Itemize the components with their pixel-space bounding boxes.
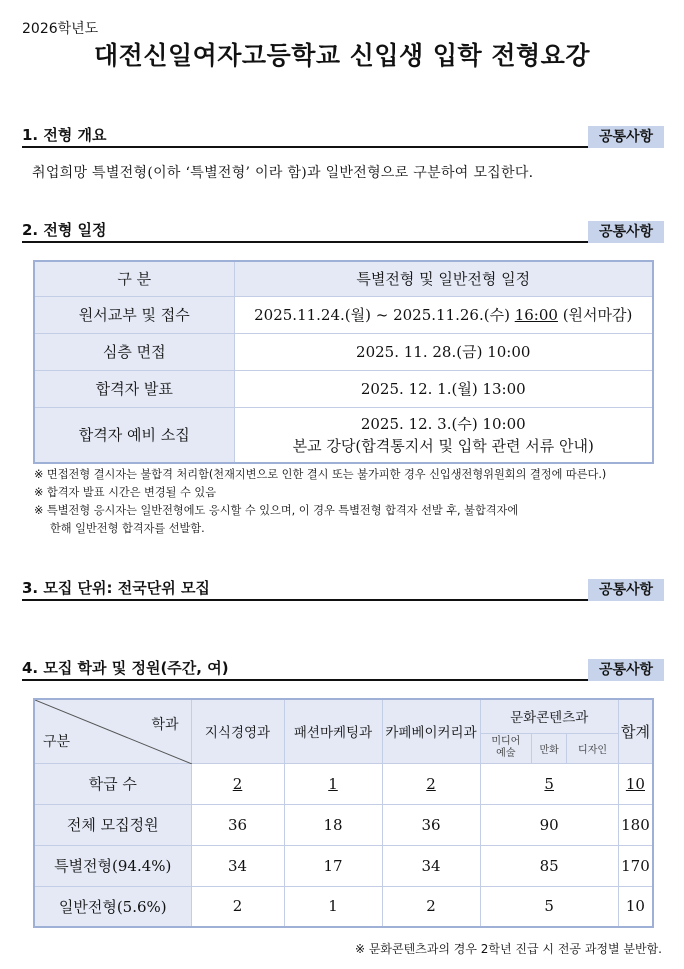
dept-header: 카페베이커리과: [382, 699, 480, 763]
deadline-note: (원서마감): [557, 306, 633, 324]
deadline-time: 16:00: [514, 306, 558, 324]
date-range: 2025.11.24.(월) ~ 2025.11.26.(수): [254, 306, 515, 324]
common-badge: 공통사항: [588, 579, 664, 601]
table-cell: 17: [284, 845, 382, 886]
table-row: [34, 370, 653, 407]
culture-header: 문화콘텐츠과: [480, 699, 618, 733]
section-divider: [22, 241, 664, 243]
table-cell: 2: [191, 763, 284, 804]
header-cell: 특별전형 및 일반전형 일정: [234, 261, 653, 296]
total-header: 합계: [618, 699, 653, 763]
table-row: [34, 845, 653, 886]
row-label: 전체 모집정원: [34, 804, 191, 845]
row-value: 2025. 11. 28.(금) 10:00: [234, 333, 653, 370]
header-cell: 구 분: [34, 261, 234, 296]
table-cell: 2: [382, 886, 480, 927]
table-cell: 85: [480, 845, 618, 886]
common-badge: 공통사항: [588, 221, 664, 243]
section-divider: [22, 599, 664, 601]
section-4-header: [22, 659, 664, 681]
table-row: [34, 763, 653, 804]
row-label: 심층 면접: [34, 333, 234, 370]
row-label: 특별전형(94.4%): [34, 845, 191, 886]
table-header-row: [34, 699, 653, 733]
sub-header: 만화: [532, 733, 567, 763]
section-3-title: 3. 모집 단위: 전국단위 모집: [22, 579, 210, 597]
corner-top-label: 학과: [151, 717, 179, 733]
section-2-title: 2. 전형 일정: [22, 221, 107, 239]
table-cell: 5: [480, 886, 618, 927]
row-label: 일반전형(5.6%): [34, 886, 191, 927]
sub-header: 디자인: [567, 733, 619, 763]
common-badge: 공통사항: [588, 659, 664, 681]
table-cell: 2: [191, 886, 284, 927]
sub-header: 미디어 예술: [480, 733, 532, 763]
footnote: ※ 문화콘텐츠과의 경우 2학년 진급 시 전공 과정별 분반함.: [354, 942, 662, 956]
section-2-header: [22, 221, 664, 243]
table-cell: 18: [284, 804, 382, 845]
table-cell: 1: [284, 763, 382, 804]
year-label: 2026학년도: [22, 21, 99, 37]
section-3-header: [22, 579, 664, 601]
corner-bottom-label: 구분: [43, 733, 71, 750]
department-table: [33, 698, 654, 928]
section-divider: [22, 679, 664, 681]
table-row: [34, 886, 653, 927]
table-row: [34, 333, 653, 370]
note-item: ※ 면접전형 결시자는 불합격 처리함(천재지변으로 인한 결시 또는 불가피한 경우 신입생전형위원회의 결정에 따른다.): [34, 468, 607, 481]
table-cell: 34: [382, 845, 480, 886]
row-label: 합격자 발표: [34, 370, 234, 407]
row-value: [234, 407, 653, 463]
table-cell: 36: [382, 804, 480, 845]
orientation-time: 2025. 12. 3.(수) 10:00: [360, 414, 526, 433]
schedule-table: [33, 260, 654, 464]
table-cell: 90: [480, 804, 618, 845]
dept-header: 지식경영과: [191, 699, 284, 763]
table-cell: 5: [480, 763, 618, 804]
note-item: ※ 특별전형 응시자는 일반전형에도 응시할 수 있으며, 이 경우 특별전형 합격자 선발 후, 불합격자에: [34, 504, 519, 517]
note-item: ※ 합격자 발표 시간은 변경될 수 있음: [34, 486, 217, 499]
table-cell: 1: [284, 886, 382, 927]
table-cell: 36: [191, 804, 284, 845]
table-cell: 10: [618, 763, 653, 804]
section-4-title: 4. 모집 학과 및 정원(주간, 여): [22, 659, 229, 677]
table-cell: 170: [618, 845, 653, 886]
table-cell: 10: [618, 886, 653, 927]
table-row: [34, 407, 653, 463]
orientation-place: 본교 강당(합격통지서 및 입학 관련 서류 안내): [292, 436, 594, 455]
table-row: [34, 296, 653, 333]
table-cell: 2: [382, 763, 480, 804]
corner-cell: [34, 699, 191, 763]
row-label: 원서교부 및 접수: [34, 296, 234, 333]
table-cell: 34: [191, 845, 284, 886]
row-label: 학급 수: [34, 763, 191, 804]
section-1-header: [22, 126, 664, 148]
schedule-notes: [34, 466, 606, 538]
row-label: 합격자 예비 소집: [34, 407, 234, 463]
overview-text: 취업희망 특별전형(이하 ‘특별전형’ 이라 함)과 일반전형으로 구분하여 모집한다.: [32, 165, 534, 181]
row-value: [234, 296, 653, 333]
row-value: 2025. 12. 1.(월) 13:00: [234, 370, 653, 407]
dept-header: 패션마케팅과: [284, 699, 382, 763]
table-row: [34, 804, 653, 845]
section-1-title: 1. 전형 개요: [22, 126, 107, 144]
table-header-row: [34, 261, 653, 296]
section-divider: [22, 146, 664, 148]
page-title: 대전신일여자고등학교 신입생 입학 전형요강: [94, 41, 590, 70]
note-item-continued: 한해 일반전형 합격자를 선발함.: [50, 522, 205, 535]
table-cell: 180: [618, 804, 653, 845]
common-badge: 공통사항: [588, 126, 664, 148]
